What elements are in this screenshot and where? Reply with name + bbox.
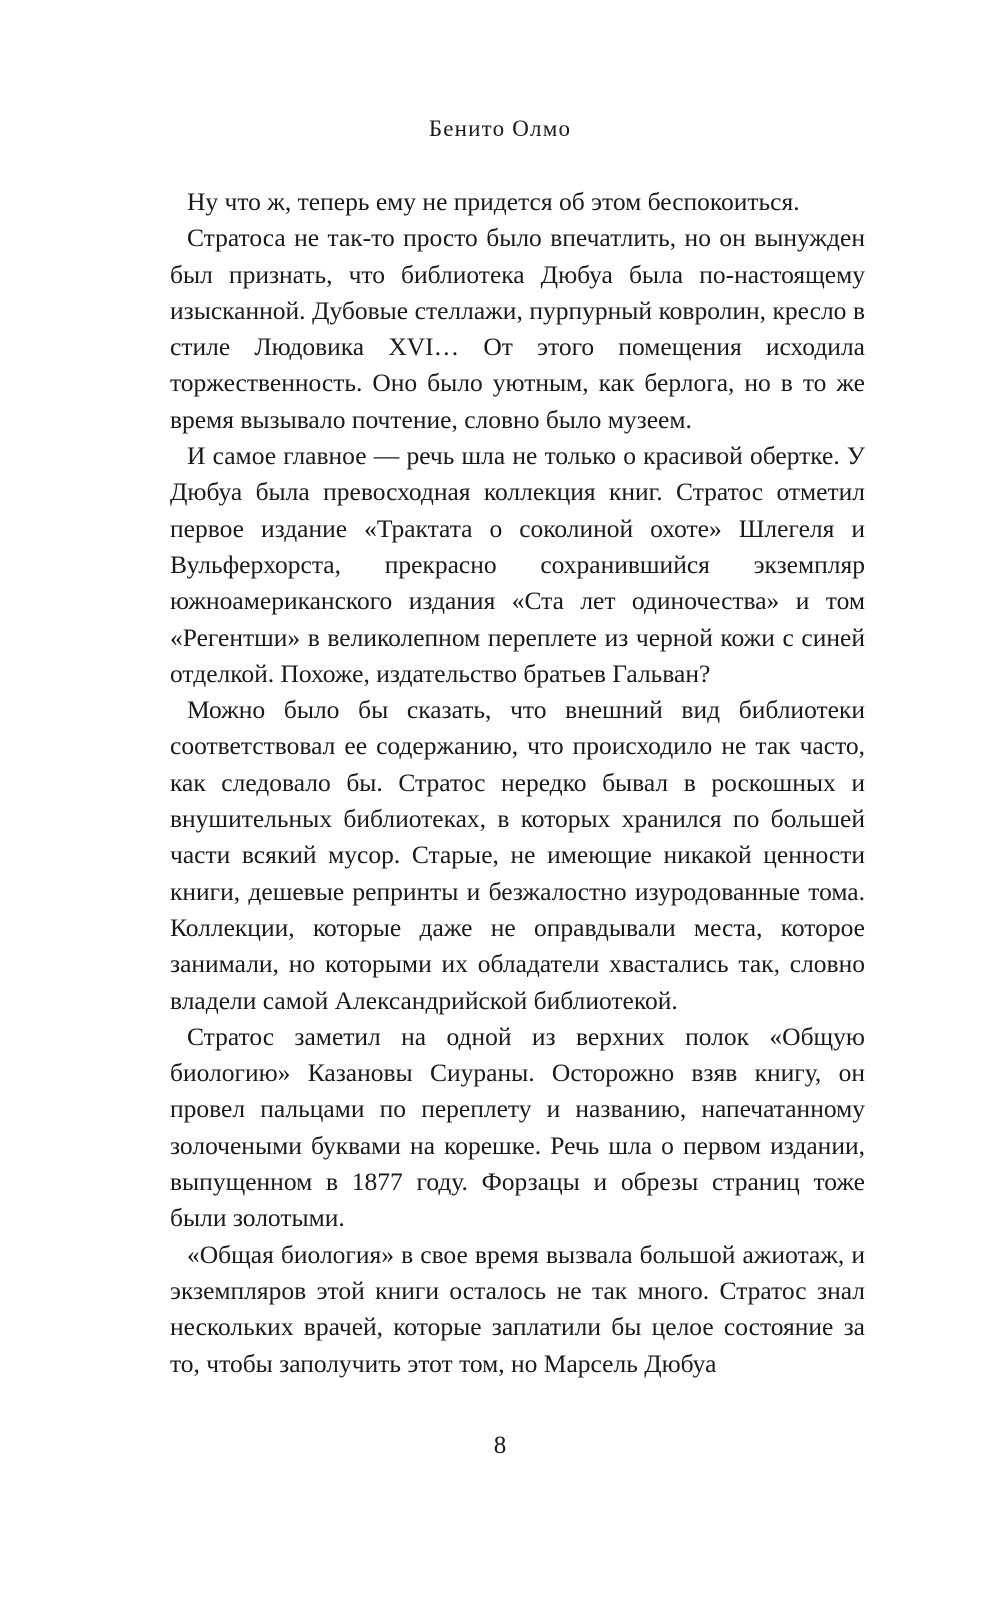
paragraph: Стратоса не так-то просто было впечатлить, но он вынужден был признать, что библиотека Дюбуа была по-настоящему изысканной. Дубовые стеллажи, пурпурный ковролин, кресло в стиле Людовика XVI… От этого помещения исходила торжественность. Оно было уютным, как берлога, но в то же время вызывало почтение, словно было музеем. xyxy=(170,223,865,434)
paragraph: Можно было бы сказать, что внешний вид библиотеки соответствовал ее содержанию, что происходило не так часто, как следовало бы. Стратос нередко бывал в роскошных и внушительных библиотеках, в которых хранился по большей части всякий мусор. Старые, не имеющие никакой ценности книги, дешевые репринты и безжалостно изуродованные тома. Коллекции, которые даже не оправдывали места, которое занимали, но которыми их обладатели хвастались так, словно владели самой Александрийской библиотекой. xyxy=(170,695,865,1015)
paragraph: И самое главное — речь шла не только о красивой обертке. У Дюбуа была превосходная коллекция книг. Стратос отметил первое издание «Трактата о соколиной охоте» Шлегеля и Вульферхорста, прекрасно сохранившийся экземпляр южноамериканского издания «Ста лет одиночества» и том «Регентши» в великолепном переплете из черной кожи с синей отделкой. Похоже, издательство братьев Гальван? xyxy=(170,441,865,688)
paragraph: «Общая биология» в свое время вызвала большой ажиотаж, и экземпляров этой книги осталось не так много. Стратос знал нескольких врачей, которые заплатили бы целое состояние за то, чтобы заполучить этот том, но Марсель Дюбуа xyxy=(170,1239,865,1378)
page-number: 8 xyxy=(493,1432,507,1459)
running-title: Бенито Олмо xyxy=(428,116,572,141)
paragraph: Ну что ж, теперь ему не придется об этом беспокоиться. xyxy=(187,187,800,216)
body-text xyxy=(170,184,865,1382)
paragraph: Стратос заметил на одной из верхних полок «Общую биологию» Казановы Сиураны. Осторожно взяв книгу, он провел пальцами по переплету и названию, напечатанному золочеными буквами на корешке. Речь шла о первом издании, выпущенном в 1877 году. Форзацы и обрезы страниц тоже были золотыми. xyxy=(170,1021,865,1233)
